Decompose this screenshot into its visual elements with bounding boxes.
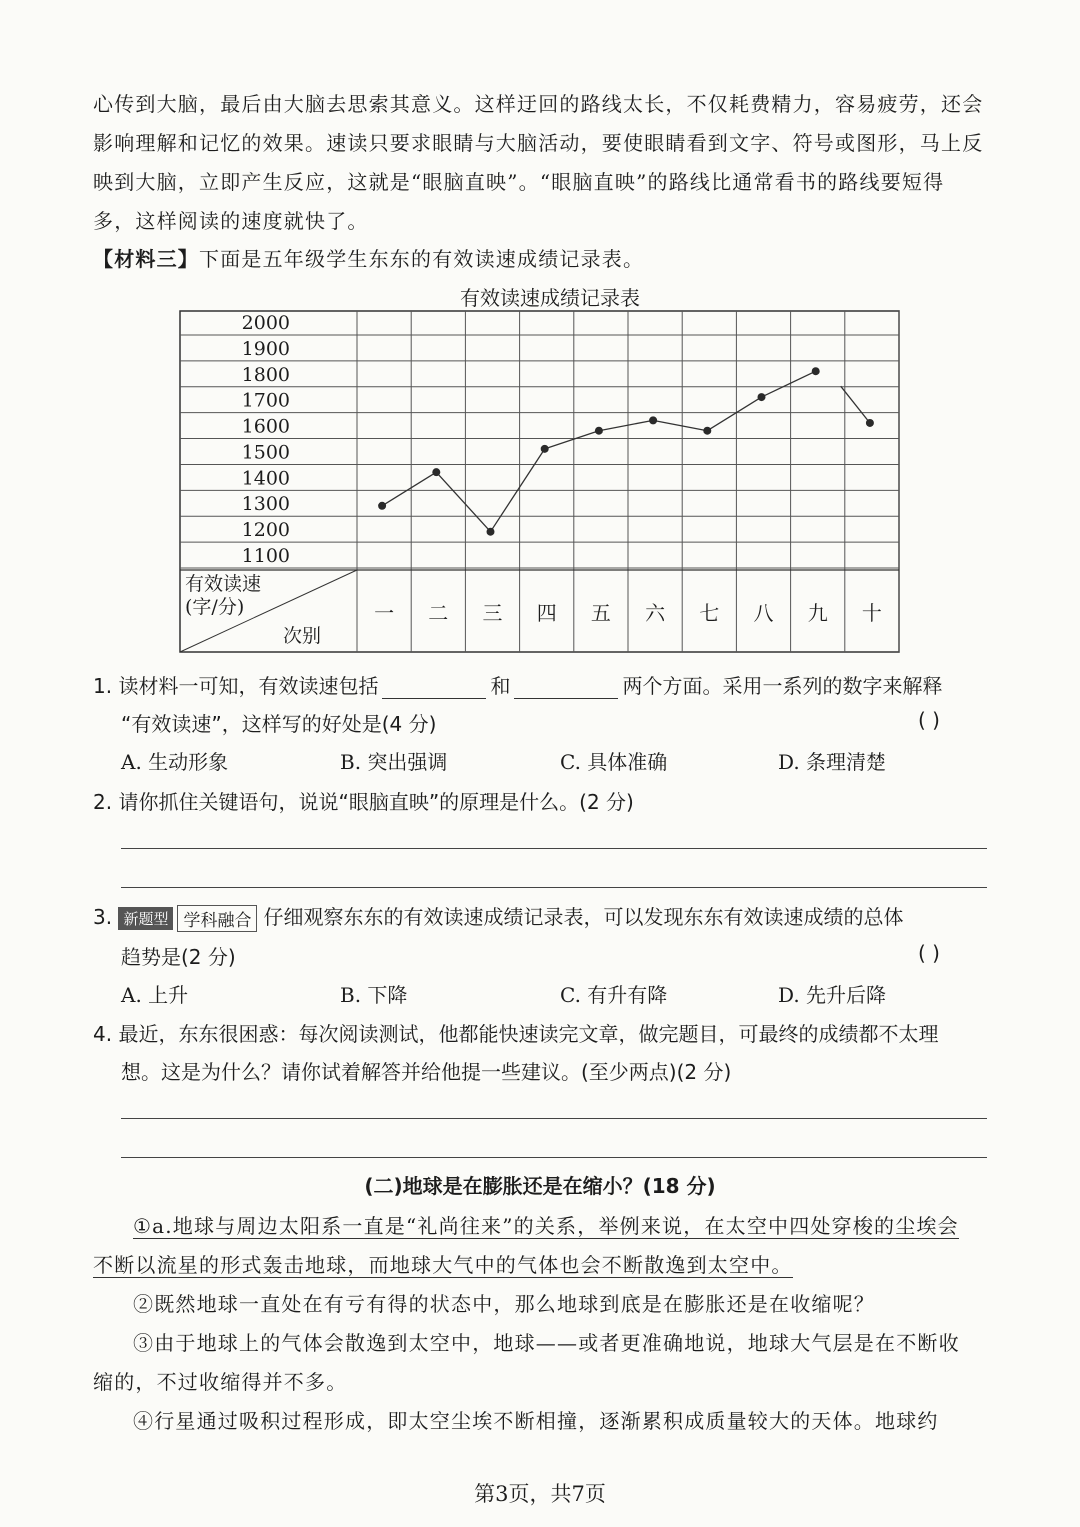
- series-segment: [762, 371, 816, 397]
- q3-line-2: 趋势是(2 分): [121, 945, 236, 969]
- category-label: 四: [536, 601, 557, 625]
- data-point: [866, 419, 874, 427]
- passage2-line-2: [93, 1249, 793, 1278]
- y-tick-label: 1700: [241, 389, 290, 412]
- q3-option-d[interactable]: D. 先升后降: [778, 983, 887, 1007]
- q3-number: 3.: [93, 905, 113, 929]
- series-segment: [382, 472, 436, 506]
- category-label: 二: [428, 601, 449, 625]
- q3-option-b[interactable]: B. 下降: [340, 983, 408, 1007]
- y-tick-label: 1900: [241, 337, 290, 360]
- q1-option-d[interactable]: D. 条理清楚: [778, 750, 887, 774]
- q2-answer-line-1[interactable]: [121, 848, 987, 849]
- section-2-title: (二)地球是在膨胀还是在缩小？(18 分): [364, 1174, 716, 1198]
- data-point: [758, 393, 766, 401]
- q4-number: 4.: [93, 1022, 113, 1046]
- category-label: 一: [374, 601, 395, 625]
- y-tick-label: 2000: [241, 312, 290, 334]
- q1-part2: 和: [490, 674, 511, 698]
- question-3: [93, 901, 903, 932]
- q2-number: 2.: [93, 790, 113, 814]
- data-point: [812, 367, 820, 375]
- category-label: 八: [753, 601, 774, 625]
- passage2-line-5: 缩的，不过收缩得并不多。: [93, 1370, 348, 1394]
- q2-answer-line-2[interactable]: [121, 887, 987, 888]
- y-tick-label: 1400: [241, 467, 290, 490]
- series-segment: [545, 431, 599, 449]
- y-axis-unit: (字/分): [185, 596, 245, 618]
- q3-text: 仔细观察东东的有效读速成绩记录表，可以发现东东有效读速成绩的总体: [263, 905, 904, 929]
- y-tick-label: 1600: [241, 415, 290, 438]
- material3-label: 【材料三】: [93, 247, 199, 271]
- q3-answer-paren[interactable]: ( ): [918, 941, 940, 965]
- q4-line-1: 最近，东东很困惑：每次阅读测试，他都能快速读完文章，做完题目，可最终的成绩都不太理: [118, 1022, 939, 1046]
- y-axis-label: 有效读速: [185, 573, 262, 595]
- q1-answer-paren[interactable]: ( ): [918, 708, 940, 732]
- data-point: [649, 416, 657, 424]
- q1-part1: 读材料一可知，有效读速包括: [118, 674, 379, 698]
- q1-line-2: “有效读速”，这样写的好处是(4 分): [121, 712, 437, 736]
- q4-line-2: 想。这是为什么？请你试着解答并给他提一些建议。(至少两点)(2 分): [121, 1060, 732, 1084]
- data-point: [487, 528, 495, 536]
- category-label: 七: [699, 601, 720, 625]
- series-segment: [707, 397, 761, 431]
- y-tick-label: 1800: [241, 363, 290, 386]
- q1-part3: 两个方面。采用一系列的数字来解释: [622, 674, 943, 698]
- data-point: [595, 427, 603, 435]
- y-tick-label: 1200: [241, 519, 290, 542]
- data-point: [541, 445, 549, 453]
- q3-option-c[interactable]: C. 有升有降: [560, 983, 668, 1007]
- q1-option-b[interactable]: B. 突出强调: [340, 750, 448, 774]
- category-label: 九: [807, 601, 828, 625]
- passage-line-2: 影响理解和记忆的效果。速读只要求眼睛与大脑活动，要使眼睛看到文字、符号或图形，马上反: [93, 131, 984, 155]
- series-segment: [653, 420, 707, 430]
- passage2-line-1: [133, 1210, 959, 1239]
- q1-blank-1[interactable]: [382, 678, 486, 699]
- category-label: 三: [482, 601, 503, 625]
- passage2-line-3: ②既然地球一直处在有亏有得的状态中，那么地球到底是在膨胀还是在收缩呢？: [133, 1292, 875, 1316]
- y-tick-label: 1300: [241, 493, 290, 516]
- category-label: 六: [645, 601, 666, 625]
- q3-subject-badge: 学科融合: [177, 905, 257, 932]
- data-point: [378, 502, 386, 510]
- data-point: [432, 468, 440, 476]
- q1-blank-2[interactable]: [514, 678, 618, 699]
- series-segment: [599, 420, 653, 430]
- reading-speed-chart: [0, 0, 1080, 670]
- question-2: [93, 786, 634, 815]
- passage2-line-4: ③由于地球上的气体会散逸到太空中，地球——或者更准确地说，地球大气层是在不断收: [133, 1331, 960, 1355]
- data-point: [703, 427, 711, 435]
- q3-option-a[interactable]: A. 上升: [121, 983, 189, 1007]
- passage-line-4: 多，这样阅读的速度就快了。: [93, 209, 369, 233]
- category-label: 五: [590, 601, 611, 625]
- q1-option-c[interactable]: C. 具体准确: [560, 750, 668, 774]
- q1-option-a[interactable]: A. 生动形象: [121, 750, 229, 774]
- material3-text: 下面是五年级学生东东的有效读速成绩记录表。: [199, 247, 645, 271]
- x-axis-label: 次别: [283, 625, 322, 647]
- q3-new-type-badge: 新题型: [118, 907, 173, 930]
- page-footer: 第3页，共7页: [474, 1482, 606, 1506]
- passage2-line-6: ④行星通过吸积过程形成，即太空尘埃不断相撞，逐渐累积成质量较大的天体。地球约: [133, 1409, 939, 1433]
- y-tick-label: 1500: [241, 441, 290, 464]
- y-tick-label: 1100: [241, 545, 290, 567]
- series-segment: [436, 472, 490, 532]
- q2-text: 请你抓住关键语句，说说“眼脑直映”的原理是什么。(2 分): [118, 790, 634, 814]
- passage-line-1: 心传到大脑，最后由大脑去思索其意义。这样迂回的路线太长，不仅耗费精力，容易疲劳，还会: [93, 92, 984, 116]
- passage2-underlined-1: ①a.地球与周边太阳系一直是“礼尚往来”的关系，举例来说，在太空中四处穿梭的尘埃会: [133, 1214, 959, 1238]
- q4-answer-line-1[interactable]: [121, 1118, 987, 1119]
- chart-title: 有效读速成绩记录表: [460, 286, 640, 310]
- passage2-underlined-2: 不断以流星的形式轰击地球，而地球大气中的气体也会不断散逸到太空中。: [93, 1253, 793, 1277]
- category-label: 十: [861, 601, 882, 625]
- q4-answer-line-2[interactable]: [121, 1157, 987, 1158]
- question-1: [93, 670, 942, 699]
- q1-number: 1.: [93, 674, 113, 698]
- passage-line-3: 映到大脑，立即产生反应，这就是“眼脑直映”。“眼脑直映”的路线比通常看书的路线要短得: [93, 170, 945, 194]
- question-4: [93, 1018, 938, 1047]
